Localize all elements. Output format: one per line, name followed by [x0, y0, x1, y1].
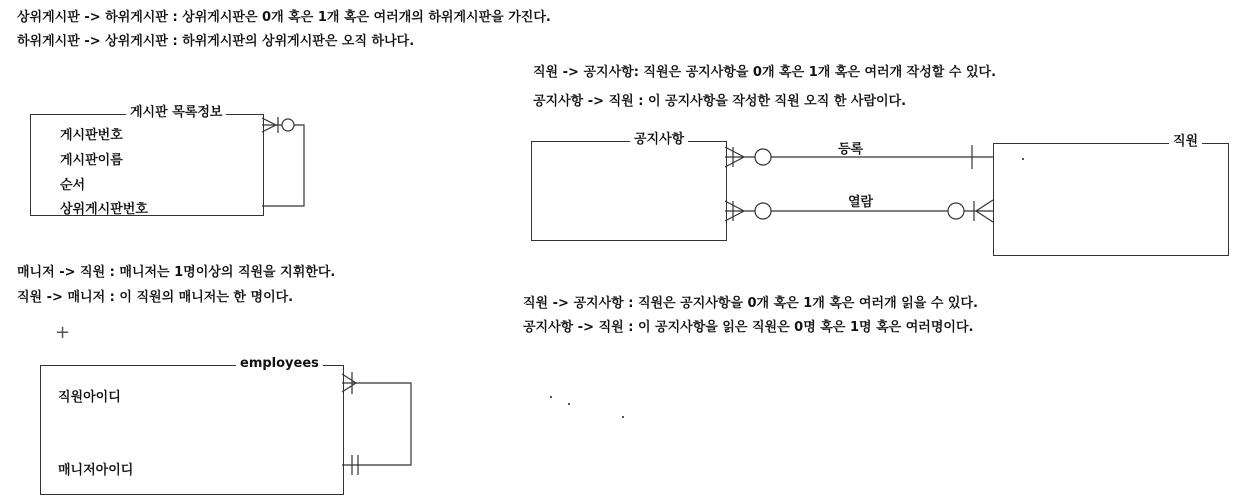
rule-notice-2: 공지사항 -> 직원 : 이 공지사항을 작성한 직원 오직 한 사람이다.	[533, 94, 907, 109]
view-employee-zero-circle	[948, 203, 964, 219]
board-attr-parent-number: 상위게시판번호	[60, 202, 148, 217]
board-attr-number: 게시판번호	[60, 128, 123, 143]
employees-self-relation-line	[342, 383, 411, 465]
rule-manager-1: 매니저 -> 직원 : 매니저는 1명이상의 직원을 지휘한다.	[17, 265, 336, 280]
employee-entity-title: 직원	[1169, 135, 1202, 149]
rule-board-1: 상위게시판 -> 하위게시판 : 상위게시판은 0개 혹은 1개 혹은 여러개의 하위게시판을 가진다.	[17, 10, 551, 25]
rule-notice-1: 직원 -> 공지사항: 직원은 공지사항을 0개 혹은 1개 혹은 여러개 작성할 수 있다.	[533, 65, 997, 80]
register-zero-circle	[755, 149, 771, 165]
board-attr-order: 순서	[60, 178, 86, 193]
board-zero-circle	[282, 119, 294, 131]
relation-register-label: 등록	[838, 142, 864, 157]
board-attr-name: 게시판이름	[60, 153, 123, 168]
board-self-relation-line	[262, 125, 304, 206]
rule-board-2: 하위게시판 -> 상위게시판 : 하위게시판의 상위게시판은 오직 하나다.	[17, 34, 415, 49]
relation-view-label: 열람	[848, 195, 874, 210]
view-notice-zero-circle	[755, 203, 771, 219]
notice-entity-title: 공지사항	[630, 133, 688, 147]
employees-entity-title: employees	[236, 357, 323, 371]
rule-manager-2: 직원 -> 매니저 : 이 직원의 매니저는 한 명이다.	[17, 290, 294, 305]
employees-attr-id: 직원아이디	[58, 390, 121, 405]
rule-read-2: 공지사항 -> 직원 : 이 공지사항을 읽은 직원은 0명 혹은 1명 혹은 여러명이다.	[523, 320, 974, 335]
plus-mark: +	[55, 322, 71, 343]
employees-attr-manager-id: 매니저아이디	[58, 463, 134, 478]
board-entity-title: 게시판 목록정보	[126, 106, 226, 120]
rule-read-1: 직원 -> 공지사항 : 직원은 공지사항을 0개 혹은 1개 혹은 여러개 읽을 수 있다.	[523, 296, 978, 311]
